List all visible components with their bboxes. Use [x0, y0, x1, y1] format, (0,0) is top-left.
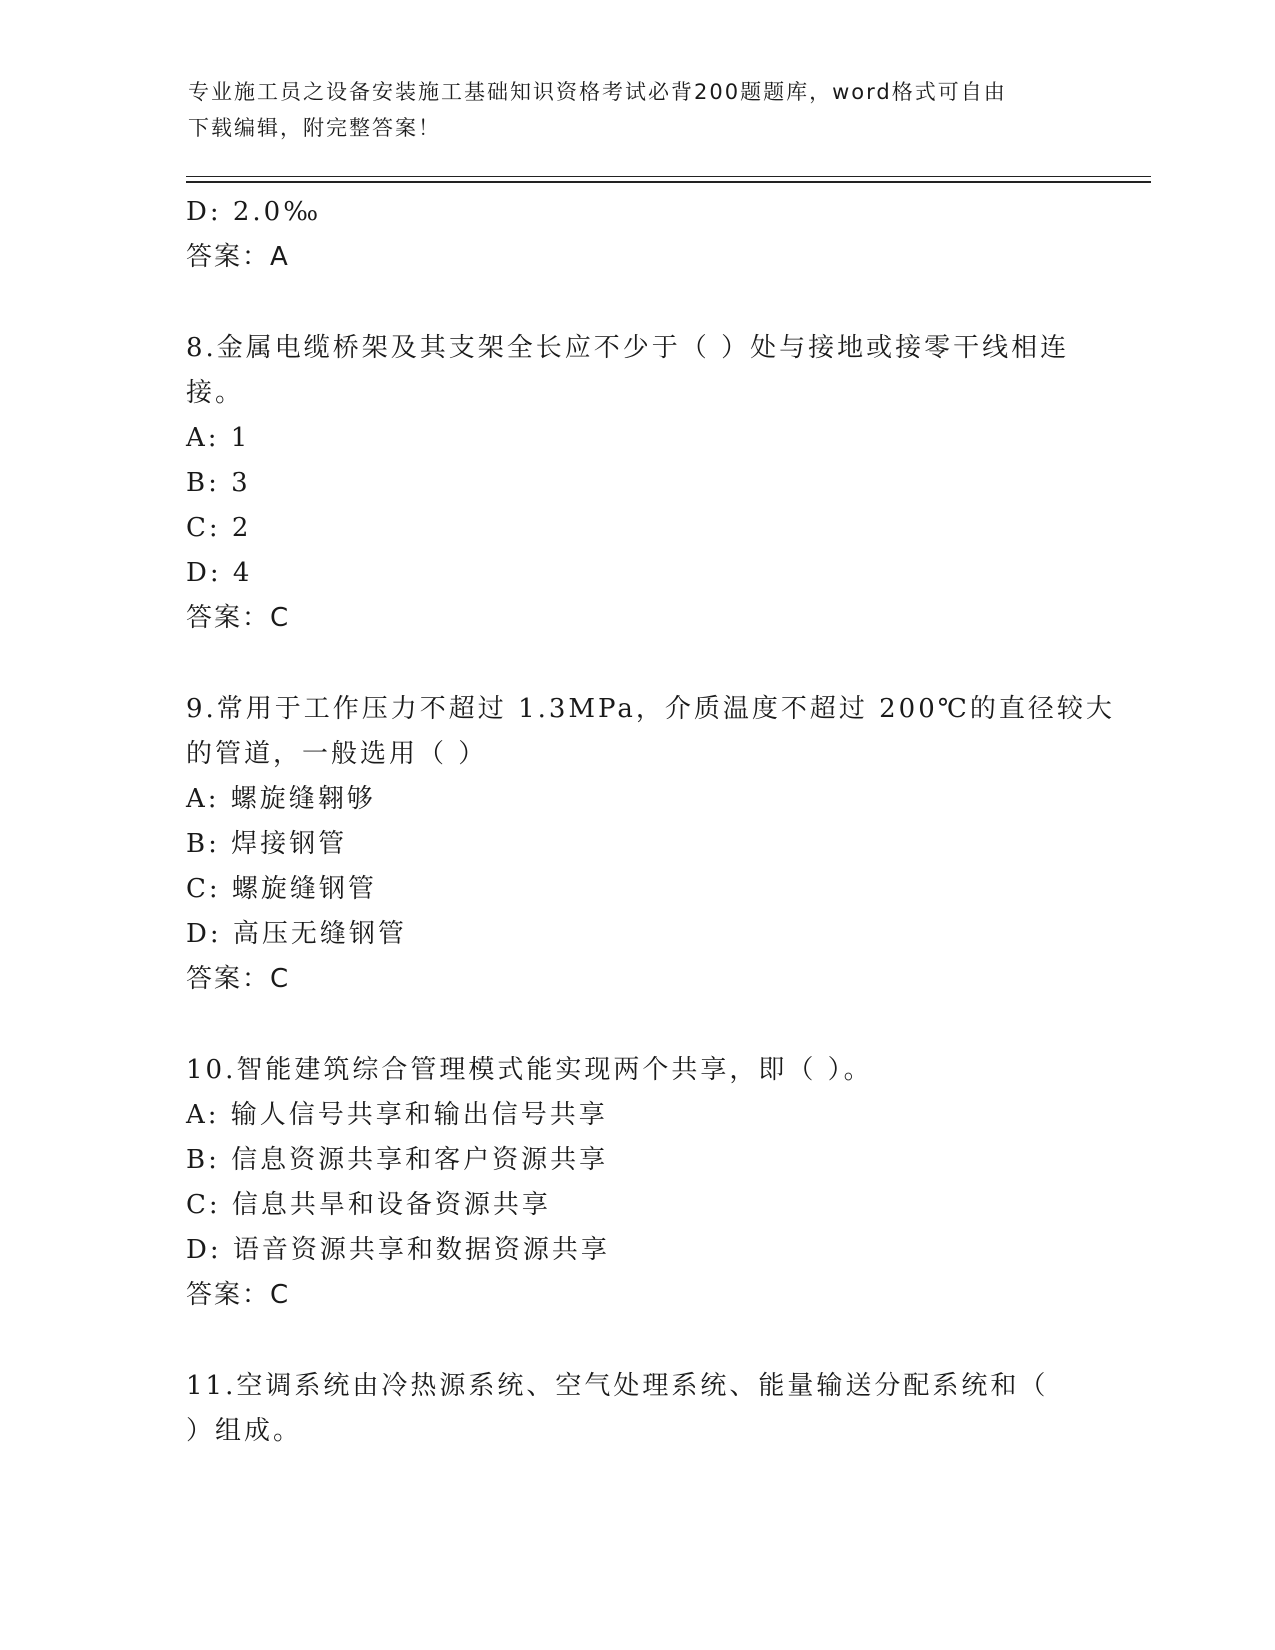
option-a: A: 输人信号共享和输出信号共享: [186, 1100, 608, 1130]
prev-question-tail: [186, 190, 1086, 280]
option-a: A: 螺旋缝翱够: [186, 784, 376, 814]
option-b: B: 信息资源共享和客户资源共享: [186, 1145, 609, 1175]
question-stem-continued: ）组成。: [186, 1416, 303, 1446]
question-10: [186, 1048, 1086, 1318]
option-c: C: 2: [186, 513, 252, 543]
question-stem: 10.智能建筑综合管理模式能实现两个共享，即（ ）。: [186, 1055, 873, 1085]
option-b: B: 3: [186, 468, 251, 498]
answer-line: 答案：C: [186, 603, 291, 633]
option-b: B: 焊接钢管: [186, 829, 348, 859]
option-a: A: 1: [186, 423, 251, 453]
question-spacer: [186, 1002, 1086, 1048]
header-divider-thin: [186, 176, 1151, 177]
option-c: C: 信息共旱和设备资源共享: [186, 1190, 551, 1220]
option-d: D: 高压无缝钢管: [186, 919, 407, 949]
question-spacer: [186, 641, 1086, 687]
option-d: D: 4: [186, 558, 253, 588]
option-d: D: 语音资源共享和数据资源共享: [186, 1235, 610, 1265]
option-d: D: 2.0‰: [186, 197, 322, 227]
question-stem-continued: 接。: [186, 378, 245, 408]
question-9: [186, 687, 1115, 1002]
answer-line: 答案：C: [186, 964, 291, 994]
header-line-2: 下载编辑，附完整答案！: [188, 116, 441, 140]
question-list: [186, 190, 1115, 1454]
question-spacer: [186, 280, 1086, 326]
question-8: [186, 326, 1086, 641]
question-11: [186, 1364, 1086, 1454]
question-spacer: [186, 1318, 1086, 1364]
question-stem: 8.金属电缆桥架及其支架全长应不少于（ ）处与接地或接零干线相连: [186, 333, 1070, 363]
question-stem: 9.常用于工作压力不超过 1.3MPa，介质温度不超过 200℃的直径较大: [186, 694, 1115, 724]
header-line-1: 专业施工员之设备安装施工基础知识资格考试必背200题题库，word格式可自由: [188, 80, 1007, 104]
answer-line: 答案：A: [186, 242, 290, 272]
answer-line: 答案：C: [186, 1280, 291, 1310]
page-header: [188, 74, 1088, 146]
option-c: C: 螺旋缝钢管: [186, 874, 377, 904]
question-stem-continued: 的管道，一般选用（ ）: [186, 739, 488, 769]
question-stem: 11.空调系统由冷热源系统、空气处理系统、能量输送分配系统和（: [186, 1371, 1049, 1401]
header-divider-thick: [186, 181, 1151, 183]
